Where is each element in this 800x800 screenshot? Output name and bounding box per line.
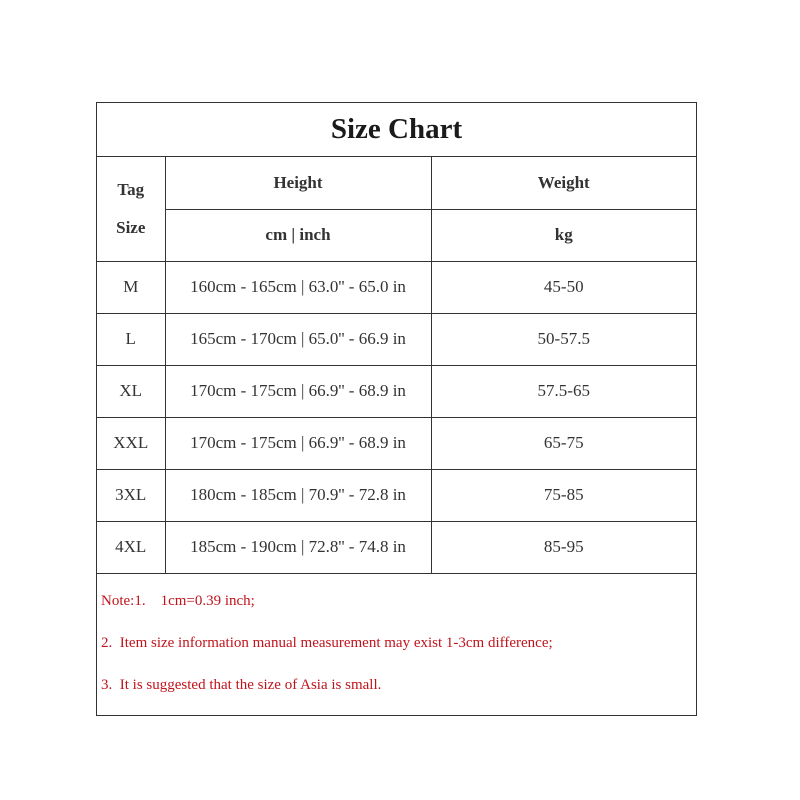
header-row	[97, 157, 696, 209]
height-cell: 185cm - 190cm | 72.8'' - 74.8 in	[165, 521, 431, 573]
size-cell: XL	[97, 365, 165, 417]
height-cell: 170cm - 175cm | 66.9'' - 68.9 in	[165, 365, 431, 417]
table-row	[97, 365, 696, 417]
height-cell: 160cm - 165cm | 63.0'' - 65.0 in	[165, 261, 431, 313]
size-cell: 4XL	[97, 521, 165, 573]
weight-cell: 57.5-65	[431, 365, 696, 417]
weight-cell: 85-95	[431, 521, 696, 573]
height-unit-header: cm | inch	[165, 209, 431, 261]
tag-size-header	[97, 157, 165, 261]
size-chart	[96, 102, 697, 716]
note-3: 3. It is suggested that the size of Asia is small.	[101, 677, 382, 693]
table-row	[97, 469, 696, 521]
size-cell: XXL	[97, 417, 165, 469]
table-row	[97, 417, 696, 469]
table-row	[97, 521, 696, 573]
size-cell: L	[97, 313, 165, 365]
height-cell: 180cm - 185cm | 70.9'' - 72.8 in	[165, 469, 431, 521]
weight-cell: 45-50	[431, 261, 696, 313]
height-header: Height	[165, 157, 431, 209]
table-row	[97, 313, 696, 365]
height-cell: 165cm - 170cm | 65.0'' - 66.9 in	[165, 313, 431, 365]
tag-header-line2: Size	[116, 217, 146, 237]
notes-section	[97, 573, 696, 715]
weight-unit-header: kg	[431, 209, 696, 261]
size-cell: M	[97, 261, 165, 313]
size-cell: 3XL	[97, 469, 165, 521]
weight-cell: 50-57.5	[431, 313, 696, 365]
weight-cell: 75-85	[431, 469, 696, 521]
size-table	[97, 157, 696, 574]
note-1: Note:1. 1cm=0.39 inch;	[101, 593, 255, 609]
unit-row	[97, 209, 696, 261]
note-2: 2. Item size information manual measurement may exist 1-3cm difference;	[101, 635, 553, 651]
weight-header: Weight	[431, 157, 696, 209]
weight-cell: 65-75	[431, 417, 696, 469]
height-cell: 170cm - 175cm | 66.9'' - 68.9 in	[165, 417, 431, 469]
tag-header-line1: Tag	[117, 179, 145, 199]
table-row	[97, 261, 696, 313]
chart-title: Size Chart	[97, 103, 696, 157]
